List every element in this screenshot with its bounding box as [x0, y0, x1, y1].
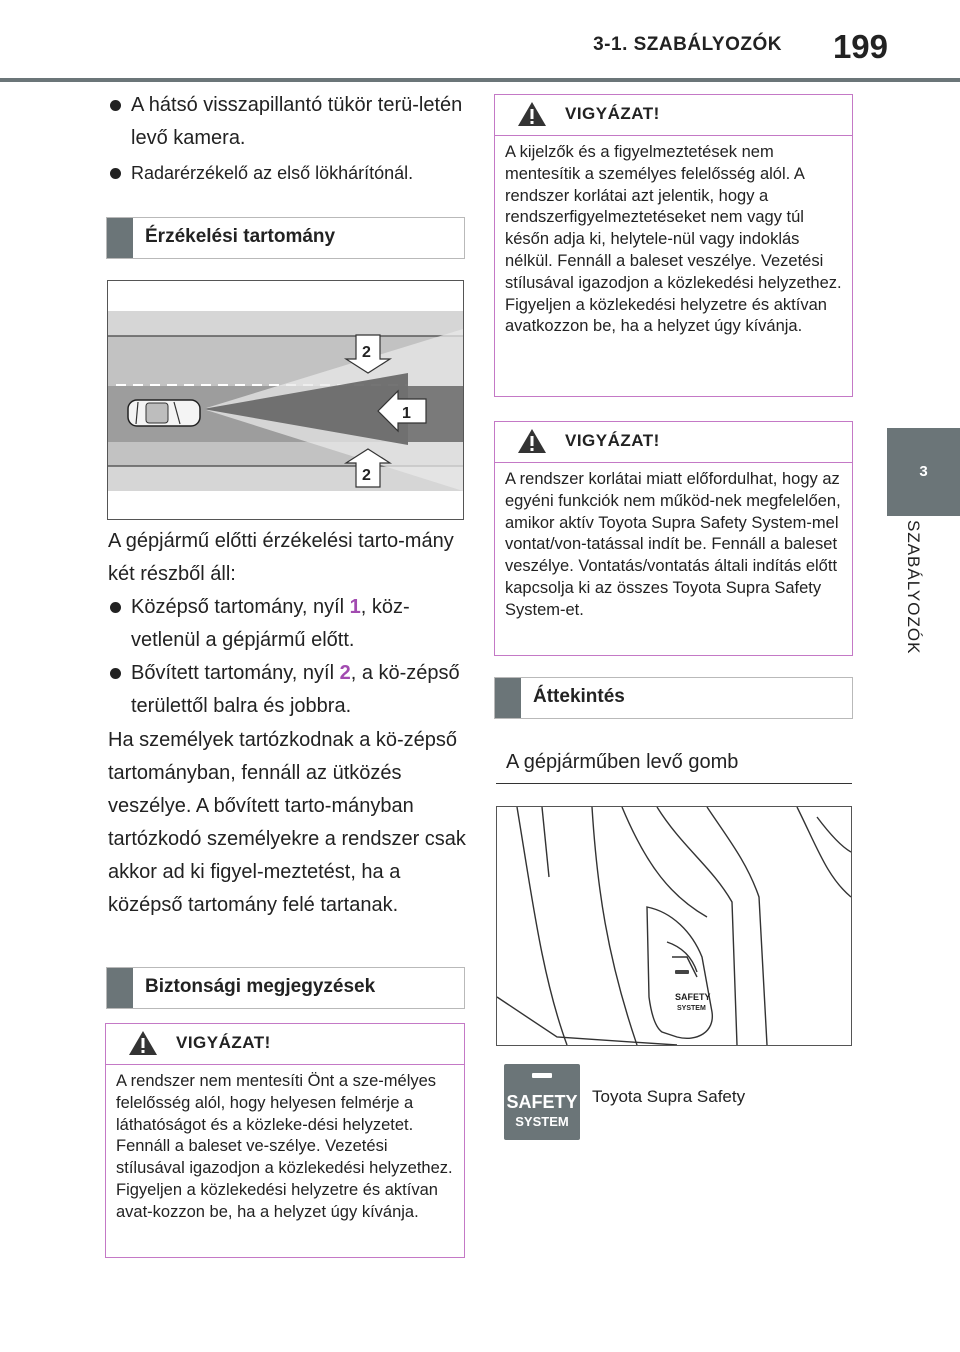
- button-heading: [496, 743, 852, 784]
- section-bar: [107, 968, 133, 1008]
- section-title: Áttekintés: [533, 686, 625, 707]
- warning-body: A kijelzők és a figyelmeztetések nem mentesítik a személyes felelősség alól. A rendszer korlátai azt jelentik, hogy a rendszerfigyelmeztetéseket nem vagy túl későn adja ki, helytele-nül vagy indoklás nélkül. Fennáll a baleset veszélye. Vezetési stílusával igazodjon a közlekedési helyzethez. Figyeljen a közlekedési helyzetre és aktívan avatkozzon be, ha a helyzet úgy kívánja.: [505, 143, 842, 336]
- warning-header: [495, 95, 852, 136]
- console-drawing: [497, 807, 851, 1045]
- section-title: Biztonsági megjegyzések: [145, 976, 376, 997]
- bullet-dot-icon: [110, 602, 121, 613]
- bullet-extended-post: , a kö-zépső területtől balra és jobbra.: [131, 662, 460, 717]
- warning-box-2: [494, 94, 853, 397]
- header-rule: [0, 78, 960, 82]
- bullet-extended: [110, 657, 470, 723]
- section-title: Érzékelési tartomány: [145, 226, 336, 247]
- section-heading-overview: [494, 677, 853, 719]
- bullet-dot-icon: [110, 668, 121, 679]
- arrow-2-bottom-label: 2: [362, 467, 371, 484]
- bullet-central: [110, 591, 470, 657]
- button-heading-text: A gépjárműben levő gomb: [506, 751, 739, 773]
- chapter-label-text: SZABÁLYOZÓK: [904, 520, 923, 655]
- detection-range-figure: [107, 280, 464, 520]
- bullet-radar-text: Radarérzékelő az első lökhárítónál.: [131, 163, 414, 183]
- warning-title: VIGYÁZAT!: [565, 104, 660, 123]
- running-header: 3-1. SZABÁLYOZÓK: [593, 34, 782, 55]
- safety-caption: Toyota Supra Safety: [592, 1087, 746, 1106]
- page-number: 199: [832, 28, 888, 65]
- bullet-dot-icon: [110, 100, 121, 111]
- chapter-tab: 3: [887, 428, 960, 516]
- bullet-central-post: , köz-vetlenül a gépjármű előtt.: [131, 596, 410, 651]
- warning-triangle-icon: [128, 1029, 158, 1057]
- safety-system-icon: [504, 1064, 580, 1140]
- chapter-label: [885, 510, 945, 690]
- detection-intro: A gépjármű előtti érzékelési tarto-mány két részből áll:: [108, 530, 454, 585]
- arrow-2-top-label: 2: [362, 344, 371, 361]
- bullet-camera: [110, 89, 470, 155]
- car-icon: [128, 400, 200, 426]
- bullet-extended-pre: Bővített tartomány, nyíl: [131, 662, 340, 684]
- warning-box-3: [494, 421, 853, 656]
- section-heading-detection: [106, 217, 465, 259]
- bullet-central-pre: Középső tartomány, nyíl: [131, 596, 350, 618]
- warning-title: VIGYÁZAT!: [176, 1033, 271, 1052]
- warning-box-1: [105, 1023, 465, 1258]
- bullet-radar: [110, 157, 470, 190]
- button-label-safety: SAFETY: [675, 992, 711, 1002]
- console-button-figure: [496, 806, 852, 1046]
- bullet-camera-text: A hátsó visszapillantó tükör terü-letén levő kamera.: [131, 94, 463, 149]
- warning-triangle-icon: [517, 427, 547, 455]
- warning-triangle-icon: [517, 100, 547, 128]
- safety-icon-line1: SAFETY: [506, 1092, 578, 1112]
- section-bar: [107, 218, 133, 258]
- warning-body: A rendszer korlátai miatt előfordulhat, hogy az egyéni funkciók nem működ-nek megfelelően, amikor aktív Toyota Supra Safety System-mel vontat/von-tatással indít be. Fennáll a baleset veszélye. Vontatás/vontatás általi indítás előtt kapcsolja ki az összes Toyota Supra Safety System-et.: [505, 470, 841, 619]
- warning-header: [495, 422, 852, 463]
- warning-title: VIGYÁZAT!: [565, 431, 660, 450]
- section-heading-safety: [106, 967, 465, 1009]
- arrow-ref-2: 2: [339, 662, 351, 684]
- warning-body: A rendszer nem mentesíti Önt a sze-mélyes felelősség alól, hogy helyesen felmérje a láthatóságot és a közleke-dési helyzetet. Fennáll a baleset ve-szélye. Vezetési stílusával igazodjon a közlekedési helyzethez. Figyeljen a közlekedési helyzetre és aktívan avat-kozzon be, ha a helyzet úgy kívánja.: [116, 1072, 453, 1221]
- button-label-system: SYSTEM: [677, 1005, 706, 1012]
- bullet-dot-icon: [110, 168, 121, 179]
- button-led: [675, 970, 689, 974]
- safety-icon-line2: SYSTEM: [515, 1114, 569, 1129]
- collision-paragraph: Ha személyek tartózkodnak a kö-zépső tartományban, fennáll az ütközés veszélye. A bővített tarto-mányban tartózkodó személyekre a rendszer csak akkor ad ki figyel-meztetést, ha a középső tartomány felé tartanak.: [108, 729, 466, 916]
- arrow-1-label: 1: [402, 405, 411, 422]
- warning-header: [106, 1024, 464, 1065]
- arrow-ref-1: 1: [349, 596, 361, 618]
- detection-diagram: [108, 281, 463, 519]
- section-bar: [495, 678, 521, 718]
